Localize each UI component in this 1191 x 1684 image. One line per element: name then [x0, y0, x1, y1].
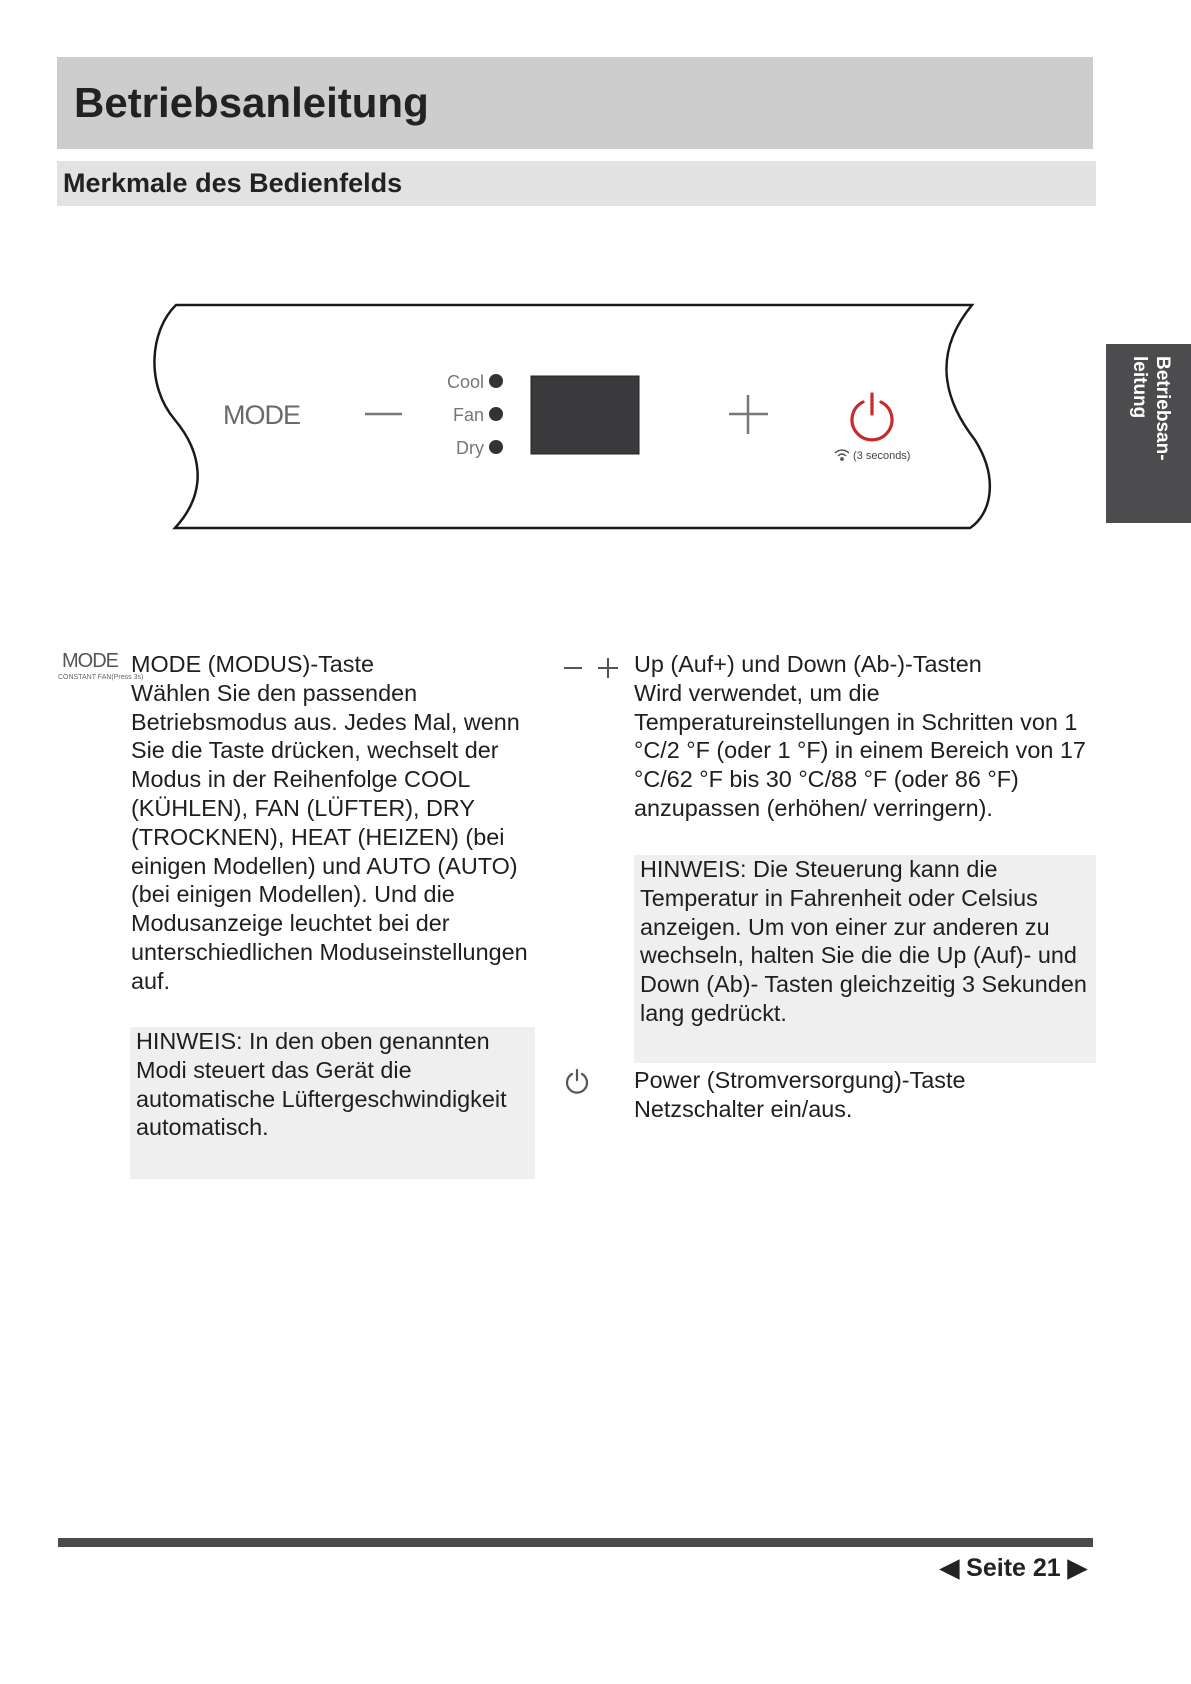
mode-icon-sublabel: CONSTANT FAN(Press 3s)	[58, 674, 144, 681]
panel-power-note: (3 seconds)	[853, 450, 911, 462]
updown-body: Wird verwendet, um die Temperatureinstellungen in Schritten von 1 °C/2 °F (oder 1 °F) in einem Bereich von 17 °C/62 °F bis 30 °C/88 °F (oder 86 °F) anzupassen (erhöhen/ verringern).	[634, 679, 1086, 821]
power-icon	[563, 1067, 591, 1095]
panel-mode-button: MODE	[223, 400, 300, 430]
indicator-label-dry: Dry	[456, 438, 484, 458]
mode-heading: MODE (MODUS)-Taste	[131, 651, 375, 677]
control-panel-diagram	[0, 0, 1191, 560]
mode-body: Wählen Sie den passenden Betriebsmodus aus. Jedes Mal, wenn Sie die Taste drücken, wechselt der Modus in der Reihenfolge COOL (KÜHLEN), FAN (LÜFTER), DRY (TROCKNEN), HEAT (HEIZEN) (bei einigen Modellen) und AUTO (AUTO) (bei einigen Modellen). Und die Modusanzeige leuchtet bei der unterschiedlichen Moduseinstellungen auf.	[131, 679, 528, 994]
updown-heading: Up (Auf+) und Down (Ab-)-Tasten	[634, 651, 982, 677]
panel-plus-button	[729, 395, 768, 434]
page-title: Betriebsanleitung	[74, 79, 429, 126]
page-number[interactable]: ◀ Seite 21 ▶	[940, 1554, 1087, 1582]
updown-note	[634, 855, 1096, 1063]
side-tab-label: Betriebsan- leitung	[1129, 356, 1173, 461]
mode-icon-label: MODE	[62, 650, 118, 672]
panel-display	[531, 376, 639, 454]
updown-note-text: HINWEIS: Die Steuerung kann die Temperatur in Fahrenheit oder Celsius anzeigen. Um von einer zur anderen zu wechseln, halten Sie die die Up (Auf)- und Down (Ab)- Tasten gleichzeitig 3 Sekunden lang gedrückt.	[640, 856, 1087, 1026]
updown-description	[634, 650, 1094, 823]
minus-plus-icon	[562, 656, 622, 680]
indicator-dot-dry	[489, 440, 503, 454]
power-body: Netzschalter ein/aus.	[634, 1095, 853, 1122]
mode-note-text: HINWEIS: In den oben genannten Modi steuert das Gerät die automatische Lüftergeschwindigkeit automatisch.	[136, 1028, 507, 1141]
mode-icon	[58, 650, 144, 681]
indicator-label-fan: Fan	[452, 405, 484, 425]
mode-description	[131, 650, 536, 996]
panel-wifi-icon	[835, 450, 849, 460]
power-description	[634, 1066, 1094, 1124]
footer-rule	[58, 1538, 1093, 1547]
section-title: Merkmale des Bedienfelds	[63, 168, 403, 198]
panel-power-icon	[852, 394, 892, 440]
power-heading: Power (Stromversorgung)-Taste	[634, 1067, 966, 1093]
indicator-dot-fan	[489, 407, 503, 421]
indicator-label-cool: Cool	[446, 372, 484, 392]
mode-note	[130, 1027, 535, 1179]
indicator-dot-cool	[489, 374, 503, 388]
